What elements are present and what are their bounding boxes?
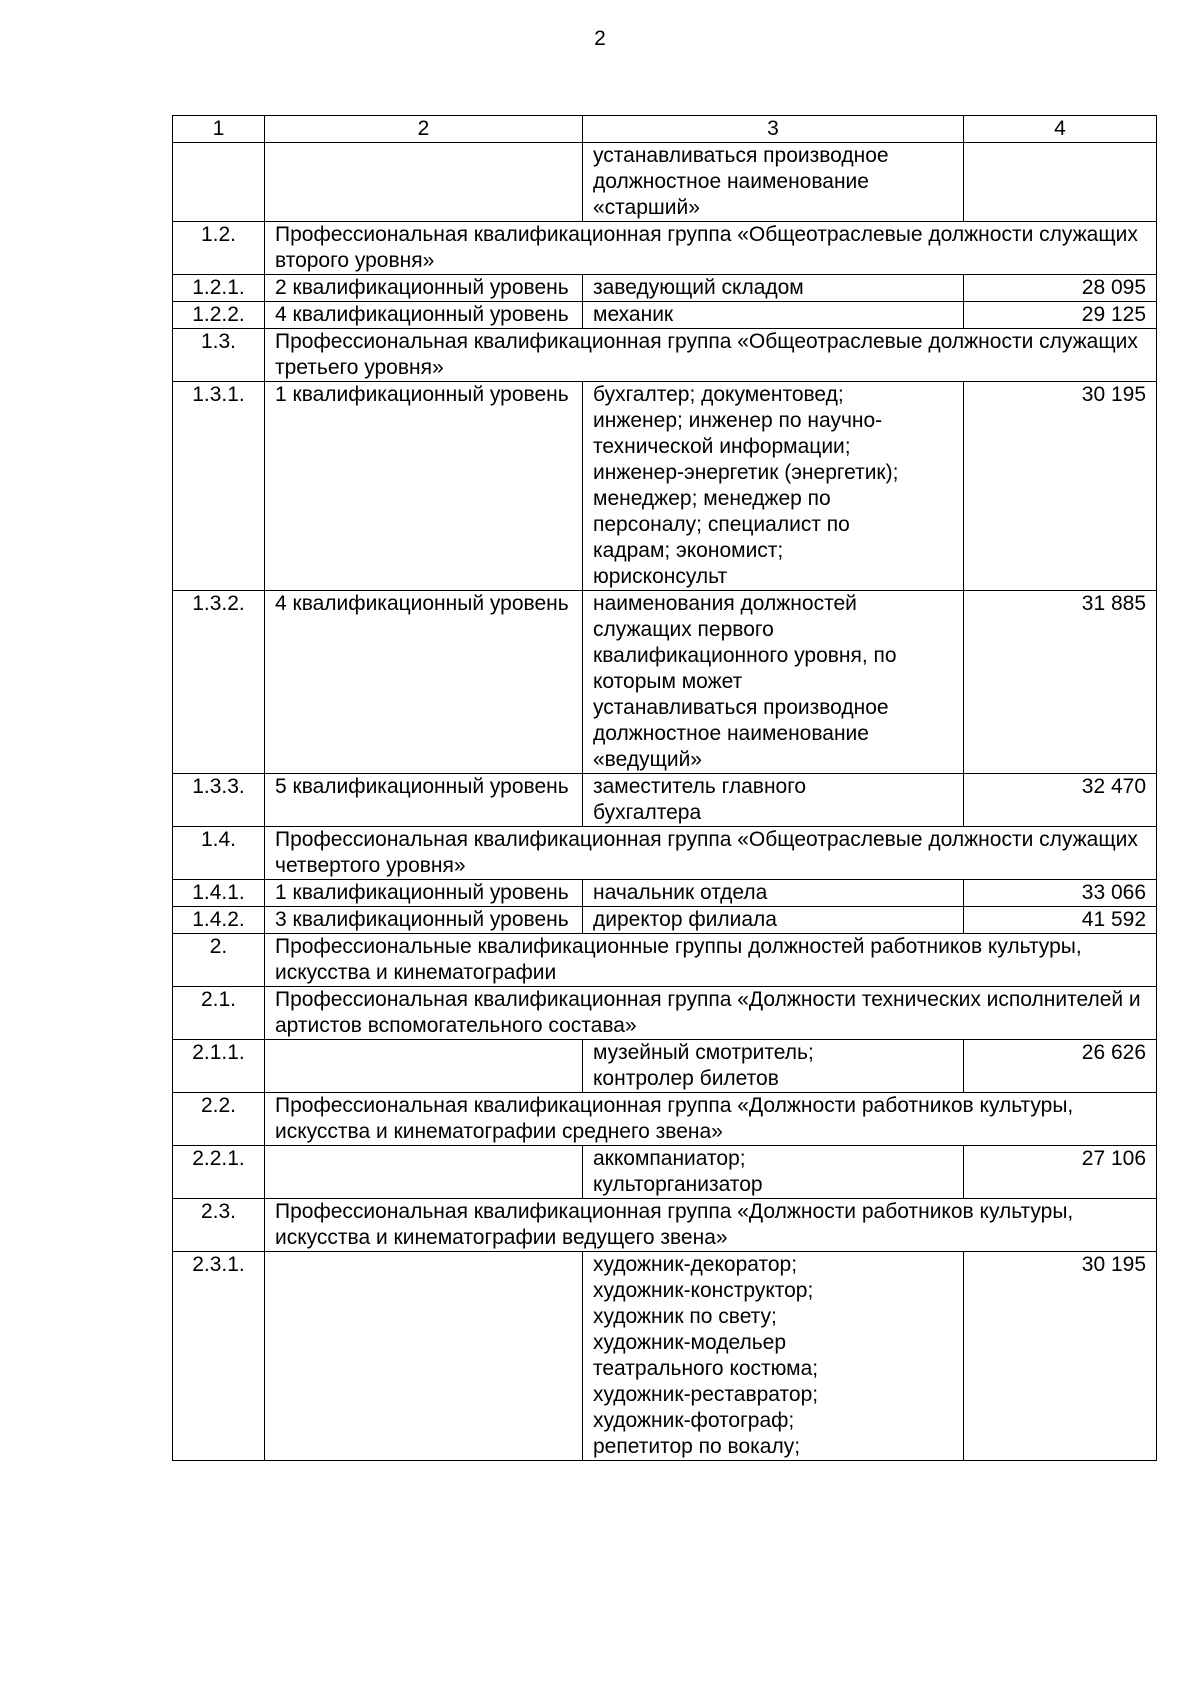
qualification-level: [265, 1040, 583, 1093]
table-row: [173, 880, 1157, 907]
group-title: Профессиональные квалификационные группы должностей работников культуры, искусства и кинематографии: [265, 934, 1157, 987]
qualification-level: [265, 1252, 583, 1461]
position-names: бухгалтер; документовед; инженер; инженер по научно- технической информации; инженер-энергетик (энергетик); менеджер; менеджер по персоналу; специалист по кадрам; экономист; юрисконсульт: [583, 382, 964, 591]
row-number: 2.1.1.: [173, 1040, 265, 1093]
salary-value: 32 470: [964, 774, 1157, 827]
group-row: [173, 1093, 1157, 1146]
column-header-2: 2: [265, 116, 583, 143]
salary-value: 33 066: [964, 880, 1157, 907]
position-names: заведующий складом: [583, 275, 964, 302]
row-number: 2.3.: [173, 1199, 265, 1252]
row-number: 2.: [173, 934, 265, 987]
salary-value: 31 885: [964, 591, 1157, 774]
column-header-3: 3: [583, 116, 964, 143]
group-row: [173, 934, 1157, 987]
group-title: Профессиональная квалификационная группа «Должности работников культуры, искусства и кинематографии ведущего звена»: [265, 1199, 1157, 1252]
row-number: 1.3.2.: [173, 591, 265, 774]
group-row: [173, 987, 1157, 1040]
table-row: [173, 382, 1157, 591]
group-title: Профессиональная квалификационная группа «Должности технических исполнителей и артистов вспомогательного состава»: [265, 987, 1157, 1040]
position-names: начальник отдела: [583, 880, 964, 907]
position-names: художник-декоратор; художник-конструктор; художник по свету; художник-модельер театрального костюма; художник-реставратор; художник-фотограф; репетитор по вокалу;: [583, 1252, 964, 1461]
salary-value: 41 592: [964, 907, 1157, 934]
table-row: [173, 907, 1157, 934]
row-number: 2.2.1.: [173, 1146, 265, 1199]
position-names: аккомпаниатор; культорганизатор: [583, 1146, 964, 1199]
row-number: 2.2.: [173, 1093, 265, 1146]
group-title: Профессиональная квалификационная группа «Должности работников культуры, искусства и кинематографии среднего звена»: [265, 1093, 1157, 1146]
column-header-4: 4: [964, 116, 1157, 143]
position-names: механик: [583, 302, 964, 329]
salary-value: 26 626: [964, 1040, 1157, 1093]
position-names: наименования должностей служащих первого квалификационного уровня, по которым может устанавливаться производное должностное наименование «ведущий»: [583, 591, 964, 774]
group-row: [173, 1199, 1157, 1252]
salary-value: 29 125: [964, 302, 1157, 329]
group-title: Профессиональная квалификационная группа «Общеотраслевые должности служащих второго уровня»: [265, 222, 1157, 275]
row-number: 1.4.2.: [173, 907, 265, 934]
page-number: 2: [594, 27, 606, 50]
row-number: 1.2.: [173, 222, 265, 275]
table-row: [173, 1252, 1157, 1461]
qualification-level: [265, 143, 583, 222]
salary-value: 30 195: [964, 382, 1157, 591]
column-header-1: 1: [173, 116, 265, 143]
qualification-level: 2 квалификационный уровень: [265, 275, 583, 302]
position-names: заместитель главного бухгалтера: [583, 774, 964, 827]
table-row: [173, 1146, 1157, 1199]
position-names: устанавливаться производное должностное наименование «старший»: [583, 143, 964, 222]
salary-value: 27 106: [964, 1146, 1157, 1199]
position-names: директор филиала: [583, 907, 964, 934]
group-row: [173, 222, 1157, 275]
table-row: [173, 302, 1157, 329]
qualification-level: 4 квалификационный уровень: [265, 302, 583, 329]
qualification-level: 4 квалификационный уровень: [265, 591, 583, 774]
table-header-row: [173, 116, 1157, 143]
table-row: [173, 774, 1157, 827]
group-row: [173, 329, 1157, 382]
table-row: [173, 1040, 1157, 1093]
row-number: 2.3.1.: [173, 1252, 265, 1461]
row-number: 1.2.2.: [173, 302, 265, 329]
salary-value: 30 195: [964, 1252, 1157, 1461]
qualification-level: 1 квалификационный уровень: [265, 880, 583, 907]
row-number: 1.4.1.: [173, 880, 265, 907]
qualification-level: 5 квалификационный уровень: [265, 774, 583, 827]
table-row: [173, 143, 1157, 222]
salary-value: 28 095: [964, 275, 1157, 302]
group-title: Профессиональная квалификационная группа «Общеотраслевые должности служащих третьего уровня»: [265, 329, 1157, 382]
salary-value: [964, 143, 1157, 222]
row-number: 1.3.1.: [173, 382, 265, 591]
position-names: музейный смотритель; контролер билетов: [583, 1040, 964, 1093]
qualification-groups-table: [172, 115, 1157, 1461]
row-number: 1.3.: [173, 329, 265, 382]
row-number: 2.1.: [173, 987, 265, 1040]
group-row: [173, 827, 1157, 880]
qualification-level: [265, 1146, 583, 1199]
row-number: 1.3.3.: [173, 774, 265, 827]
qualification-level: 3 квалификационный уровень: [265, 907, 583, 934]
row-number: [173, 143, 265, 222]
qualification-level: 1 квалификационный уровень: [265, 382, 583, 591]
row-number: 1.4.: [173, 827, 265, 880]
row-number: 1.2.1.: [173, 275, 265, 302]
table-row: [173, 275, 1157, 302]
group-title: Профессиональная квалификационная группа «Общеотраслевые должности служащих четвертого уровня»: [265, 827, 1157, 880]
table-row: [173, 591, 1157, 774]
